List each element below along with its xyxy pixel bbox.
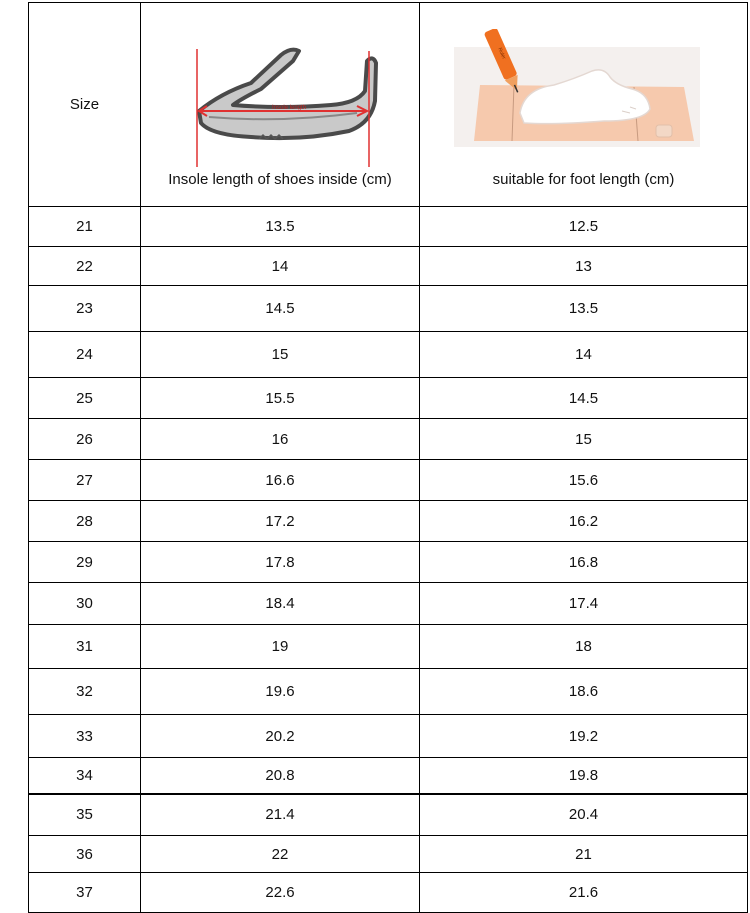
insole-length-cell: 20.8: [141, 758, 420, 794]
foot-length-cell: 17.4: [420, 583, 748, 625]
size-cell: 33: [29, 715, 141, 758]
size-cell: 37: [29, 873, 141, 913]
foot-length-cell: 14.5: [420, 378, 748, 419]
insole-length-cell: 21.4: [141, 794, 420, 836]
insole-length-cell: 17.2: [141, 501, 420, 542]
foot-length-cell: 20.4: [420, 794, 748, 836]
insole-length-cell: 13.5: [141, 207, 420, 247]
foot-length-cell: 21: [420, 836, 748, 873]
foot-length-cell: 18.6: [420, 669, 748, 715]
size-header: Size: [29, 3, 141, 207]
foot-measure-illustration: [454, 29, 700, 153]
foot-length-cell: 12.5: [420, 207, 748, 247]
foot-length-cell: 16.8: [420, 542, 748, 583]
insole-length-cell: 14: [141, 247, 420, 286]
size-cell: 26: [29, 419, 141, 460]
foot-length-cell: 15: [420, 419, 748, 460]
size-cell: 23: [29, 286, 141, 332]
insole-length-diagram-label: Insole length: [271, 105, 307, 111]
size-chart-table: [28, 2, 748, 913]
table-row: [29, 378, 748, 419]
size-cell: 35: [29, 794, 141, 836]
table-row: [29, 501, 748, 542]
foot-length-cell: 18: [420, 625, 748, 669]
foot-length-cell: 13: [420, 247, 748, 286]
size-cell: 27: [29, 460, 141, 501]
insole-length-cell: 15.5: [141, 378, 420, 419]
table-row: [29, 247, 748, 286]
insole-length-cell: 15: [141, 332, 420, 378]
size-cell: 29: [29, 542, 141, 583]
insole-length-cell: 18.4: [141, 583, 420, 625]
table-row: [29, 669, 748, 715]
insole-length-cell: 20.2: [141, 715, 420, 758]
foot-length-cell: 14: [420, 332, 748, 378]
table-row: [29, 542, 748, 583]
table-row: [29, 836, 748, 873]
insole-length-cell: 14.5: [141, 286, 420, 332]
foot-length-cell: 19.8: [420, 758, 748, 794]
size-cell: 36: [29, 836, 141, 873]
pen-label: Ruler: [496, 46, 507, 61]
size-cell: 21: [29, 207, 141, 247]
size-cell: 25: [29, 378, 141, 419]
table-row: [29, 419, 748, 460]
header-row: [29, 3, 748, 207]
foot-length-cell: 19.2: [420, 715, 748, 758]
insole-length-cell: 19.6: [141, 669, 420, 715]
insole-length-cell: 22: [141, 836, 420, 873]
foot-length-cell: 15.6: [420, 460, 748, 501]
size-cell: 34: [29, 758, 141, 794]
table-row: [29, 332, 748, 378]
size-cell: 28: [29, 501, 141, 542]
size-cell: 30: [29, 583, 141, 625]
table-row: [29, 207, 748, 247]
insole-header: [141, 3, 420, 207]
insole-length-cell: 19: [141, 625, 420, 669]
size-cell: 31: [29, 625, 141, 669]
table-row: [29, 625, 748, 669]
foot-length-cell: 21.6: [420, 873, 748, 913]
foot-header-label: suitable for foot length (cm): [492, 171, 675, 188]
table-row: [29, 715, 748, 758]
shoe-insole-diagram: [181, 43, 381, 173]
foot-length-cell: 16.2: [420, 501, 748, 542]
foot-length-cell: 13.5: [420, 286, 748, 332]
insole-length-cell: 16.6: [141, 460, 420, 501]
insole-header-label: Insole length of shoes inside (cm): [168, 171, 392, 188]
table-row: [29, 794, 748, 836]
size-cell: 24: [29, 332, 141, 378]
size-cell: 32: [29, 669, 141, 715]
table-row: [29, 873, 748, 913]
insole-length-cell: 16: [141, 419, 420, 460]
size-cell: 22: [29, 247, 141, 286]
table-row: [29, 583, 748, 625]
table-row: [29, 286, 748, 332]
table-row: [29, 758, 748, 794]
table-row: [29, 460, 748, 501]
insole-length-cell: 22.6: [141, 873, 420, 913]
foot-header: [420, 3, 748, 207]
insole-length-cell: 17.8: [141, 542, 420, 583]
